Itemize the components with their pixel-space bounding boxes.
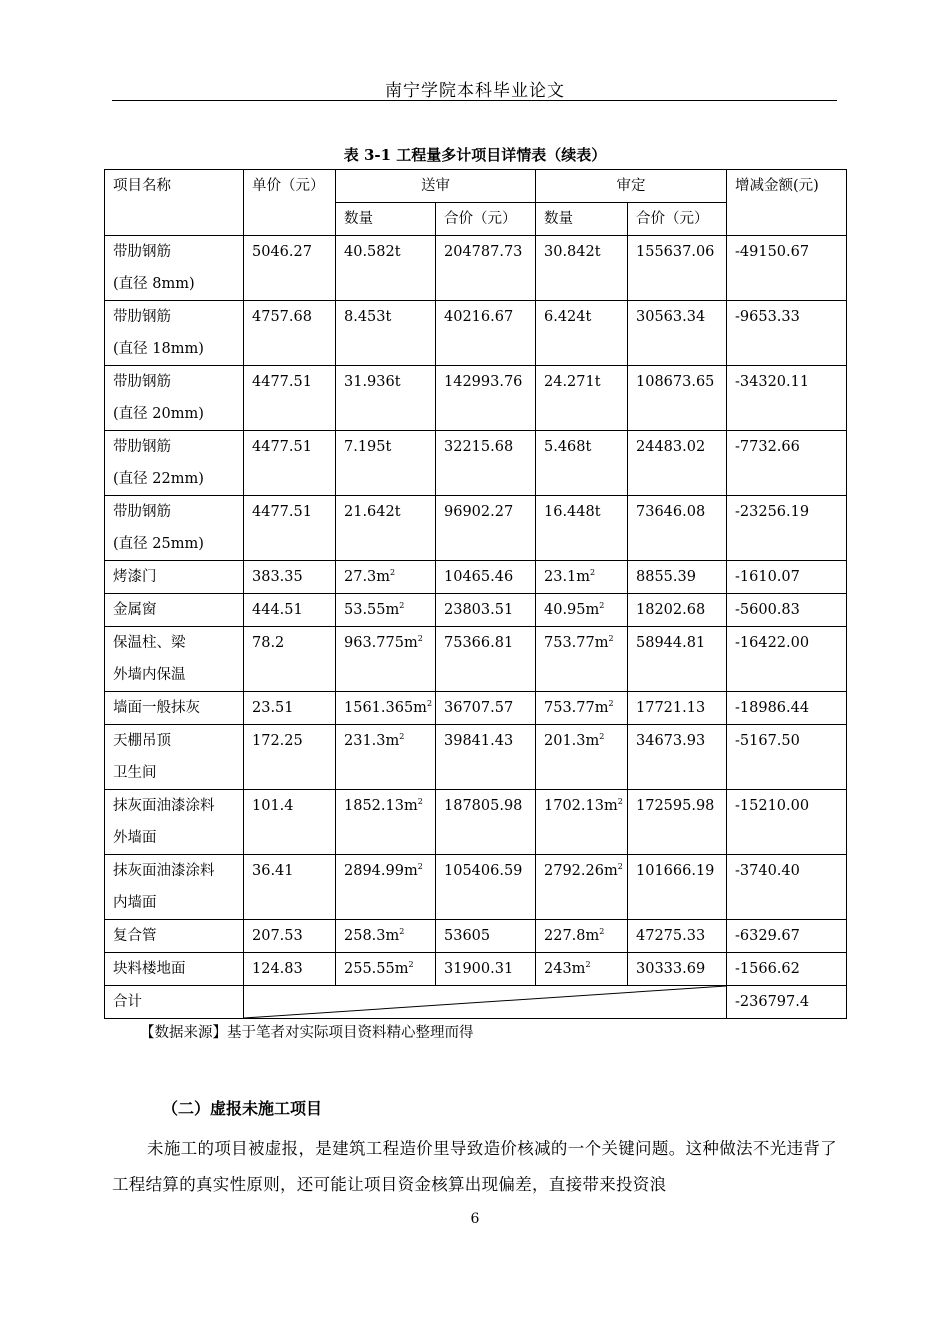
cell-change-text: -5600.83 [735,602,800,618]
item-name-line: 外墙内保温 [113,667,186,683]
cell-change [727,790,847,855]
cell-unit-price-text: 444.51 [252,602,303,618]
header-rule [112,100,837,101]
item-name-line: (直径 25mm) [113,536,204,552]
unit-exponent: 2 [617,797,623,806]
unit-exponent: 2 [426,699,433,708]
item-name-line: (直径 22mm) [113,471,204,487]
cell-submitted-total-text: 105406.59 [444,863,523,879]
cell-unit-price [244,855,336,920]
table-row [105,920,847,953]
cell-submitted-total [436,236,536,301]
unit-exponent: 2 [417,634,423,643]
cell-submitted-total-text: 53605 [444,928,491,944]
cell-unit-price-text: 101.4 [252,798,294,814]
cell-submitted-qty-text: 8.453t [344,309,392,325]
cell-change [727,431,847,496]
cell-approved-total [628,236,727,301]
cell-approved-total [628,496,727,561]
cell-change-text: -49150.67 [735,244,810,260]
cell-submitted-total [436,920,536,953]
cell-submitted-total [436,855,536,920]
cell-unit-price-text: 207.53 [252,928,303,944]
cell-unit-price [244,236,336,301]
cell-unit-price-text: 383.35 [252,569,303,585]
cell-submitted-qty [336,594,436,627]
cell-submitted-total-text: 40216.67 [444,309,514,325]
cell-unit-price [244,431,336,496]
cell-approved-qty-text: 1702.13m [544,798,618,814]
cell-unit-price [244,920,336,953]
cell-item-name [105,496,244,561]
cell-change [727,301,847,366]
cell-change [727,920,847,953]
cell-submitted-qty [336,366,436,431]
cell-item-name [105,301,244,366]
cell-change-text: -15210.00 [735,798,810,814]
cell-approved-total [628,627,727,692]
cell-submitted-qty-text: 7.195t [344,439,392,455]
cell-approved-total-text: 172595.98 [636,798,715,814]
cell-approved-total-text: 108673.65 [636,374,715,390]
cell-submitted-total-text: 39841.43 [444,733,514,749]
unit-exponent: 2 [599,601,605,610]
cell-approved-qty [536,431,628,496]
item-name-line: 带肋钢筋 [113,504,171,520]
item-name-line: 带肋钢筋 [113,374,171,390]
cell-change-text: -7732.66 [735,439,800,455]
cell-submitted-total-text: 187805.98 [444,798,523,814]
table-row [105,594,847,627]
cell-submitted-qty [336,855,436,920]
cell-approved-total-text: 34673.93 [636,733,706,749]
cell-unit-price-text: 124.83 [252,961,303,977]
cell-approved-total [628,301,727,366]
header-sub-qty: 数量 [336,203,436,236]
unit-exponent: 2 [408,960,414,969]
item-name-line: 墙面一般抹灰 [113,700,200,716]
cell-approved-qty-text: 24.271t [544,374,601,390]
cell-submitted-qty [336,236,436,301]
cell-change-text: -1610.07 [735,569,800,585]
cell-approved-qty [536,561,628,594]
table-row [105,953,847,986]
cell-change [727,953,847,986]
cell-approved-qty [536,594,628,627]
cell-submitted-total-text: 204787.73 [444,244,523,260]
cell-change-text: -1566.62 [735,961,800,977]
cell-change [727,594,847,627]
cell-submitted-qty-text: 27.3m [344,569,391,585]
unit-exponent: 2 [599,732,605,741]
unit-exponent: 2 [585,960,591,969]
table-body [105,236,847,986]
cell-approved-qty [536,692,628,725]
section-heading: （二）虚报未施工项目 [162,1099,323,1118]
cell-item-name [105,855,244,920]
cell-change-text: -6329.67 [735,928,800,944]
cell-change-text: -34320.11 [735,374,810,390]
cell-submitted-total-text: 36707.57 [444,700,514,716]
cell-unit-price-text: 4477.51 [252,504,312,520]
item-name-line: (直径 18mm) [113,341,204,357]
unit-exponent: 2 [599,927,605,936]
cell-unit-price [244,301,336,366]
unit-exponent: 2 [417,797,423,806]
cell-approved-total-text: 30563.34 [636,309,706,325]
cell-submitted-qty-text: 40.582t [344,244,401,260]
cell-submitted-qty-text: 258.3m [344,928,400,944]
item-name-line: 带肋钢筋 [113,439,171,455]
cell-approved-total-text: 47275.33 [636,928,706,944]
cell-approved-total [628,855,727,920]
cell-approved-qty [536,627,628,692]
table-row [105,561,847,594]
cell-item-name [105,953,244,986]
item-name-line: 卫生间 [113,765,157,781]
cell-submitted-qty [336,431,436,496]
cell-approved-total-text: 24483.02 [636,439,706,455]
cell-unit-price [244,366,336,431]
cell-submitted-total [436,627,536,692]
table-row [105,301,847,366]
cell-approved-total [628,692,727,725]
cell-submitted-total [436,790,536,855]
cell-approved-total [628,594,727,627]
cell-change-text: -5167.50 [735,733,800,749]
cell-submitted-qty-text: 2894.99m [344,863,418,879]
cell-unit-price-text: 36.41 [252,863,294,879]
cell-submitted-total [436,366,536,431]
cell-submitted-total-text: 75366.81 [444,635,514,651]
unit-exponent: 2 [399,601,405,610]
cell-approved-total-text: 101666.19 [636,863,715,879]
cell-approved-total [628,920,727,953]
total-diagonal-cell [244,986,727,1019]
table-row [105,366,847,431]
table-row [105,496,847,561]
cell-approved-qty-text: 6.424t [544,309,592,325]
cell-submitted-qty [336,692,436,725]
cell-item-name [105,920,244,953]
cell-change [727,725,847,790]
item-name-line: (直径 8mm) [113,276,195,292]
cell-change [727,692,847,725]
table-caption: 表 3-1 工程量多计项目详情表（续表） [343,146,607,164]
cell-change [727,855,847,920]
cell-approved-qty-text: 5.468t [544,439,592,455]
body-paragraph: 未施工的项目被虚报，是建筑工程造价里导致造价核减的一个关键问题。这种做法不光违背了工程结算的真实性原则，还可能让项目资金核算出现偏差，直接带来投资浪 [112,1139,837,1194]
cell-submitted-qty-text: 231.3m [344,733,400,749]
unit-exponent: 2 [590,568,596,577]
cell-submitted-total [436,301,536,366]
cell-submitted-qty [336,725,436,790]
cell-submitted-total-text: 31900.31 [444,961,514,977]
cell-submitted-total [436,692,536,725]
item-name-line: 抹灰面油漆涂料 [113,798,215,814]
header-approved: 审定 [536,170,727,203]
page-number: 6 [470,1211,480,1227]
item-name-line: 保温柱、梁 [113,635,186,651]
cell-change-text: -3740.40 [735,863,800,879]
cell-approved-qty-text: 30.842t [544,244,601,260]
item-name-line: 天棚吊顶 [113,733,171,749]
item-name-line: 外墙面 [113,830,157,846]
header-sub-total: 合价（元） [436,203,536,236]
cell-submitted-total-text: 23803.51 [444,602,514,618]
header-change: 增减金额(元) [727,170,847,236]
cell-approved-qty [536,725,628,790]
cell-approved-total-text: 58944.81 [636,635,706,651]
cell-submitted-qty [336,627,436,692]
cell-approved-qty-text: 16.448t [544,504,601,520]
cell-approved-total [628,725,727,790]
cell-submitted-total [436,431,536,496]
item-name-line: 复合管 [113,928,157,944]
cell-item-name [105,366,244,431]
cell-change [727,366,847,431]
cell-submitted-total-text: 96902.27 [444,504,514,520]
cell-approved-qty-text: 23.1m [544,569,591,585]
total-value: -236797.4 [727,986,847,1019]
table-row [105,855,847,920]
table-row [105,431,847,496]
cell-unit-price-text: 4477.51 [252,439,312,455]
cell-approved-qty-text: 40.95m [544,602,600,618]
unit-exponent: 2 [417,862,423,871]
cell-submitted-qty-text: 53.55m [344,602,400,618]
cell-item-name [105,431,244,496]
cell-change [727,561,847,594]
cell-submitted-total [436,496,536,561]
cell-approved-total-text: 18202.68 [636,602,706,618]
cell-item-name [105,790,244,855]
item-name-line: 抹灰面油漆涂料 [113,863,215,879]
cell-approved-qty [536,855,628,920]
cell-unit-price [244,594,336,627]
cell-approved-total [628,366,727,431]
item-name-line: 带肋钢筋 [113,309,171,325]
cell-unit-price [244,725,336,790]
cell-approved-total [628,431,727,496]
cell-submitted-total-text: 32215.68 [444,439,514,455]
item-name-line: 烤漆门 [113,569,157,585]
cell-item-name [105,627,244,692]
cell-item-name [105,236,244,301]
cell-approved-qty-text: 243m [544,961,586,977]
cell-unit-price [244,496,336,561]
table-row [105,627,847,692]
unit-exponent: 2 [608,634,614,643]
cell-approved-total-text: 17721.13 [636,700,706,716]
cell-unit-price-text: 23.51 [252,700,294,716]
cell-approved-total-text: 30333.69 [636,961,706,977]
header-app-total: 合价（元） [628,203,727,236]
cell-approved-qty [536,920,628,953]
data-source-note: 【数据来源】基于笔者对实际项目资料精心整理而得 [140,1025,474,1041]
cell-submitted-total-text: 142993.76 [444,374,523,390]
cell-unit-price-text: 4757.68 [252,309,312,325]
unit-exponent: 2 [399,927,405,936]
running-header: 南宁学院本科毕业论文 [385,81,565,101]
cell-submitted-qty [336,496,436,561]
cell-approved-qty [536,953,628,986]
cell-change [727,236,847,301]
cell-approved-total [628,953,727,986]
cell-item-name [105,561,244,594]
cell-submitted-total [436,561,536,594]
cell-submitted-qty-text: 1561.365m [344,700,427,716]
item-name-line: (直径 20mm) [113,406,204,422]
table-row [105,236,847,301]
cell-unit-price-text: 172.25 [252,733,303,749]
item-name-line: 块料楼地面 [113,961,186,977]
cell-approved-qty [536,236,628,301]
cell-unit-price [244,561,336,594]
cell-unit-price [244,790,336,855]
header-unit-price: 单价（元） [244,170,336,236]
cell-submitted-total-text: 10465.46 [444,569,514,585]
item-name-line: 金属窗 [113,602,157,618]
cell-approved-total-text: 73646.08 [636,504,706,520]
cell-item-name [105,692,244,725]
cell-submitted-qty [336,790,436,855]
cell-approved-qty-text: 753.77m [544,700,609,716]
unit-exponent: 2 [608,699,614,708]
quantity-table [104,169,847,1019]
cell-approved-qty [536,790,628,855]
header-app-qty: 数量 [536,203,628,236]
cell-submitted-qty [336,561,436,594]
cell-submitted-qty [336,953,436,986]
unit-exponent: 2 [399,732,405,741]
cell-change [727,496,847,561]
cell-approved-qty-text: 2792.26m [544,863,618,879]
item-name-line: 内墙面 [113,895,157,911]
cell-approved-total [628,790,727,855]
cell-change [727,627,847,692]
cell-submitted-qty-text: 1852.13m [344,798,418,814]
cell-approved-qty [536,496,628,561]
cell-approved-qty [536,366,628,431]
cell-approved-total-text: 155637.06 [636,244,715,260]
cell-approved-total [628,561,727,594]
cell-unit-price-text: 5046.27 [252,244,312,260]
cell-change-text: -18986.44 [735,700,810,716]
cell-item-name [105,594,244,627]
table-row [105,725,847,790]
cell-approved-qty [536,301,628,366]
diagonal-line [244,986,726,1018]
cell-submitted-qty-text: 31.936t [344,374,401,390]
table-row [105,790,847,855]
cell-unit-price-text: 78.2 [252,635,285,651]
cell-submitted-total [436,953,536,986]
cell-unit-price [244,953,336,986]
total-label: 合计 [105,986,244,1019]
cell-unit-price [244,692,336,725]
cell-change-text: -23256.19 [735,504,810,520]
cell-submitted-qty [336,920,436,953]
unit-exponent: 2 [390,568,396,577]
cell-submitted-qty-text: 255.55m [344,961,409,977]
header-submitted: 送审 [336,170,536,203]
cell-approved-qty-text: 201.3m [544,733,600,749]
cell-submitted-qty-text: 21.642t [344,504,401,520]
cell-submitted-total [436,594,536,627]
cell-item-name [105,725,244,790]
header-name: 项目名称 [105,170,244,236]
item-name-line: 带肋钢筋 [113,244,171,260]
cell-approved-qty-text: 227.8m [544,928,600,944]
cell-submitted-total [436,725,536,790]
unit-exponent: 2 [617,862,623,871]
cell-change-text: -9653.33 [735,309,800,325]
cell-unit-price-text: 4477.51 [252,374,312,390]
cell-approved-total-text: 8855.39 [636,569,696,585]
cell-change-text: -16422.00 [735,635,810,651]
cell-approved-qty-text: 753.77m [544,635,609,651]
table-row [105,692,847,725]
cell-submitted-qty-text: 963.775m [344,635,418,651]
cell-submitted-qty [336,301,436,366]
cell-unit-price [244,627,336,692]
